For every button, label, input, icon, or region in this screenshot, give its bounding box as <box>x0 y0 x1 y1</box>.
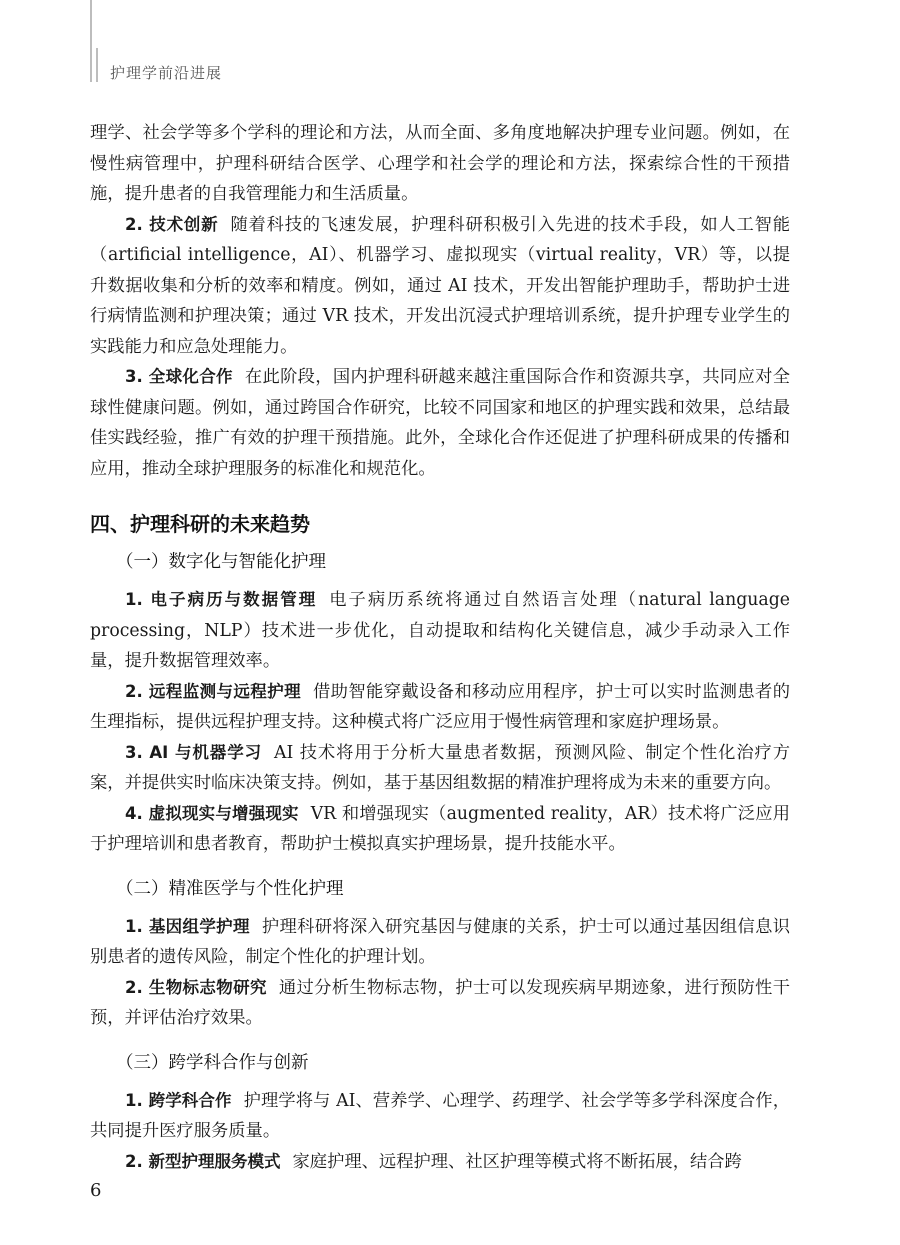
header-rule-inner <box>96 48 98 82</box>
paragraph-genomics <box>90 912 790 973</box>
paragraph-text: 家庭护理、远程护理、社区护理等模式将不断拓展，结合跨 <box>292 1151 742 1172</box>
paragraph-lead: 3. 全球化合作 <box>125 367 233 386</box>
paragraph-continuation: 理学、社会学等多个学科的理论和方法，从而全面、多角度地解决护理专业问题。例如，在慢性病管理中，护理科研结合医学、心理学和社会学的理论和方法，探索综合性的干预措施，提升患者的自我管理能力和生活质量。 <box>90 123 790 204</box>
paragraph-lead: 1. 基因组学护理 <box>125 916 250 936</box>
page-number: 6 <box>90 1180 102 1201</box>
paragraph-text: 电子病历系统将通过自然语言处理（natural language processing，NLP）技术进一步优化，自动提取和结构化关键信息，减少手动录入工作量，提升数据管理效率。 <box>90 590 790 671</box>
paragraph-text: 借助智能穿戴设备和移动应用程序，护士可以实时监测患者的生理指标，提供远程护理支持。这种模式将广泛应用于慢性病管理和家庭护理场景。 <box>90 681 790 732</box>
paragraph-remote-care <box>90 677 790 738</box>
subsection-heading-digital: （一）数字化与智能化护理 <box>116 552 326 572</box>
paragraph-interdisciplinary <box>90 1086 790 1147</box>
paragraph-lead: 2. 技术创新 <box>125 214 219 234</box>
paragraph-lead: 2. 远程监测与远程护理 <box>125 681 301 701</box>
paragraph-emr <box>90 585 790 677</box>
paragraph-text: 在此阶段，国内护理科研越来越注重国际合作和资源共享，共同应对全球性健康问题。例如，通过跨国合作研究，比较不同国家和地区的护理实践和效果，总结最佳实践经验，推广有效的护理干预措施。此外，全球化合作还促进了护理科研成果的传播和应用，推动全球护理服务的标准化和规范化。 <box>90 367 790 479</box>
paragraph-lead: 1. 跨学科合作 <box>125 1090 232 1110</box>
subsection-heading-precision: （二）精准医学与个性化护理 <box>116 878 344 899</box>
paragraph-vr-ar <box>90 799 790 860</box>
paragraph-lead: 3. AI 与机器学习 <box>125 742 263 762</box>
paragraph-new-service-models <box>90 1147 790 1178</box>
header-rule-outer <box>90 0 92 82</box>
paragraph-text: 护理科研将深入研究基因与健康的关系，护士可以通过基因组信息识别患者的遗传风险，制定个性化的护理计划。 <box>90 916 790 967</box>
paragraph-text: VR 和增强现实（augmented reality，AR）技术将广泛应用于护理培训和患者教育，帮助护士模拟真实护理场景，提升技能水平。 <box>90 803 790 854</box>
paragraph-global-cooperation <box>90 362 790 484</box>
running-head-title: 护理学前沿进展 <box>110 64 223 82</box>
page-body <box>90 118 790 1177</box>
paragraph-biomarkers <box>90 973 790 1034</box>
section-heading: 四、护理科研的未来趋势 <box>90 512 310 536</box>
paragraph-text: 护理学将与 AI、营养学、心理学、药理学、社会学等多学科深度合作，共同提升医疗服务质量。 <box>90 1090 790 1141</box>
subsection-heading-interdisciplinary: （三）跨学科合作与创新 <box>116 1052 309 1073</box>
paragraph-ai-ml <box>90 738 790 799</box>
paragraph-technology-innovation <box>90 210 790 363</box>
paragraph-lead: 2. 生物标志物研究 <box>125 977 267 997</box>
paragraph-text: AI 技术将用于分析大量患者数据，预测风险、制定个性化治疗方案，并提供实时临床决策支持。例如，基于基因组数据的精准护理将成为未来的重要方向。 <box>90 742 790 793</box>
paragraph-text: 随着科技的飞速发展，护理科研积极引入先进的技术手段，如人工智能（artificial intelligence，AI）、机器学习、虚拟现实（virtual reality，VR）等，以提升数据收集和分析的效率和精度。例如，通过 AI 技术，开发出智能护理助手，帮助护士进行病情监测和护理决策；通过 VR 技术，开发出沉浸式护理培训系统，提升护理专业学生的实践能力和应急处理能力。 <box>90 214 790 357</box>
paragraph-lead: 2. 新型护理服务模式 <box>125 1151 281 1171</box>
paragraph-lead: 1. 电子病历与数据管理 <box>125 590 318 609</box>
paragraph-lead: 4. 虚拟现实与增强现实 <box>125 803 299 823</box>
paragraph-text: 通过分析生物标志物，护士可以发现疾病早期迹象，进行预防性干预，并评估治疗效果。 <box>90 977 790 1028</box>
